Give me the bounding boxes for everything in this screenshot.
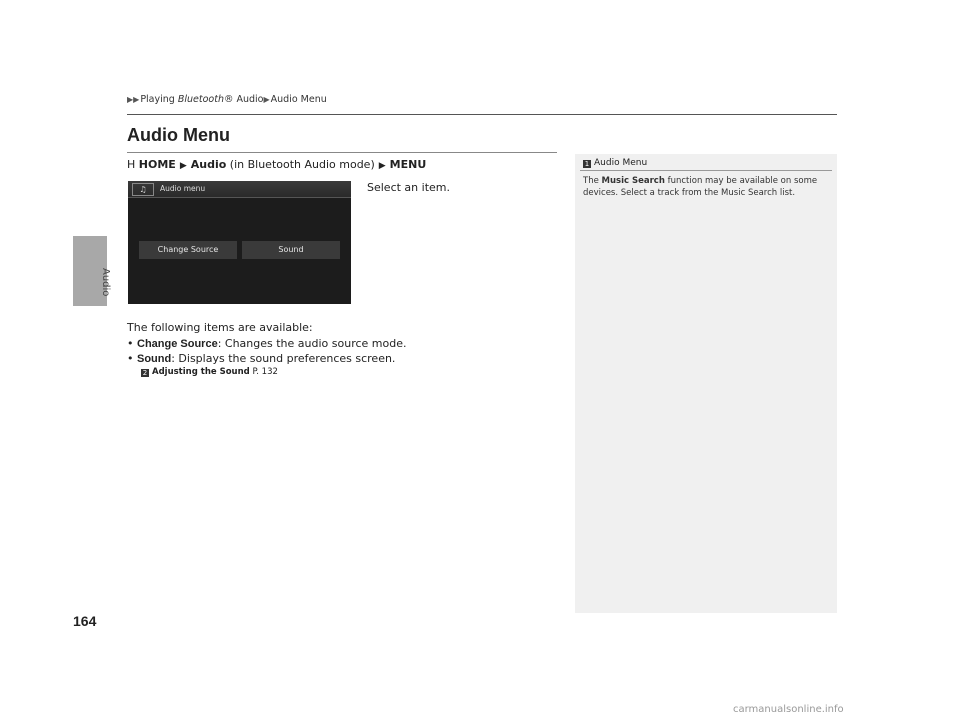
list-item: • Sound: Displays the sound preferences screen. [127,352,396,365]
note-text: The Music Search function may be available on some devices. Select a track from the Music Search list. [583,176,818,198]
note-heading: 1 Audio Menu [584,158,648,168]
instruction-text: Select an item. [367,181,450,194]
arrow-icon: ▶ [378,161,386,171]
breadcrumb: ▶▶Playing Bluetooth® Audio▶Audio Menu [127,94,327,105]
arrow-icon: ▶ [179,161,187,171]
screen-title: Audio menu [160,184,206,193]
breadcrumb-arrow-icon: ▶▶ [127,95,140,104]
screen-header [128,181,351,198]
cross-reference-link[interactable]: 2 Adjusting the Sound P. 132 [142,367,278,377]
list-item: • Change Source: Changes the audio source mode. [127,337,407,350]
section-tab-label: Audio [100,268,111,297]
reference-icon: 2 [142,369,148,377]
change-source-button[interactable]: Change Source [139,241,237,259]
menu-path: H HOME ▶ Audio (in Bluetooth Audio mode) ▶ MENU [127,158,427,171]
note-icon: 1 [584,160,590,168]
title-rule [127,152,557,153]
watermark: carmanualsonline.info [733,704,844,715]
intro-text: The following items are available: [127,321,313,334]
page-number: 164 [73,613,97,629]
screen-image [128,181,351,304]
section-tab-label-wrap [100,268,111,296]
note-rule [580,170,832,171]
music-icon: ♫ [132,183,154,196]
header-rule [127,114,837,115]
note-sidebar [575,154,837,613]
breadcrumb-arrow-icon: ▶ [263,95,270,104]
home-icon: H [127,158,136,171]
sound-button[interactable]: Sound [242,241,340,259]
page-title: Audio Menu [127,125,230,145]
